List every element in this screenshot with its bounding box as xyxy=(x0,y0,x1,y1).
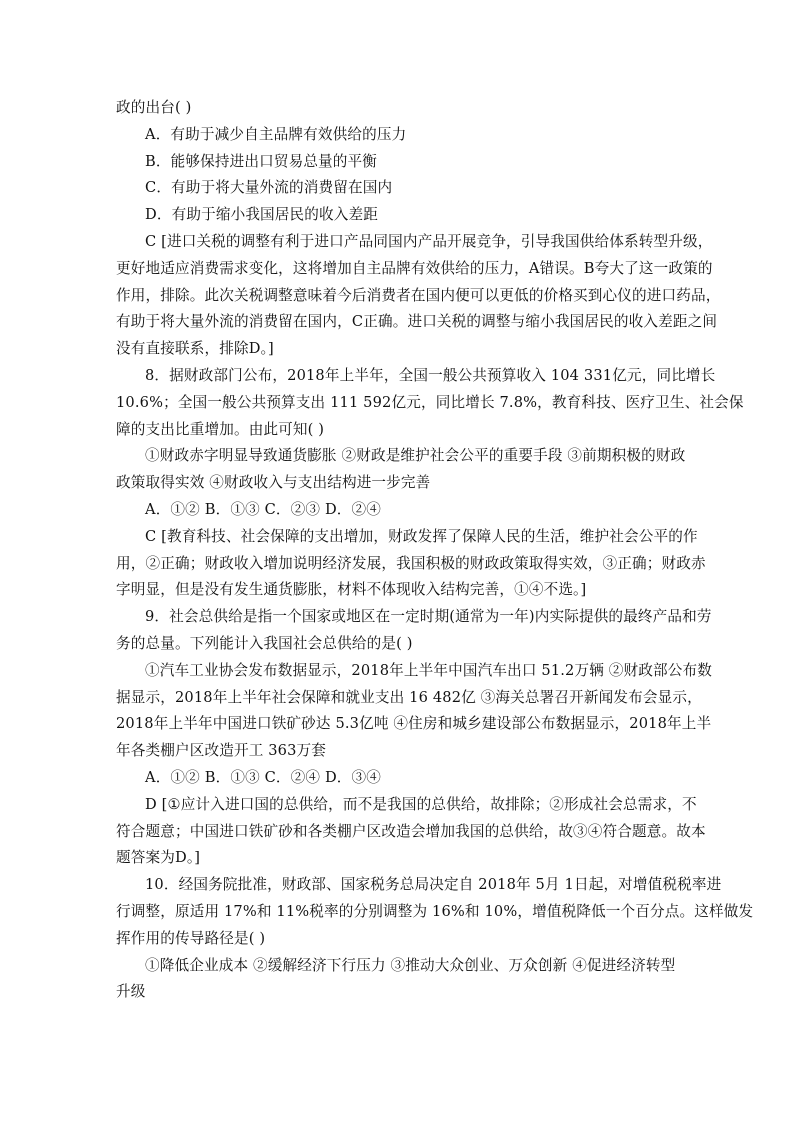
q7-stem-continuation: 政的出台( ) xyxy=(116,99,192,116)
q7-answer-line-2: 更好地适应消费需求变化，这将增加自主品牌有效供给的压力，A错误。B夸大了这一政策的 xyxy=(116,259,713,277)
q10-stem-line-2: 行调整，原适用 17%和 11%税率的分别调整为 16%和 10%，增值税降低一个百分点。这样做发 xyxy=(116,902,754,920)
q9-options: A．①② B．①③ C．②④ D．③④ xyxy=(145,768,382,786)
q8-answer-line-1: C [教育科技、社会保障的支出增加，财政发挥了保障人民的生活，维护社会公平的作 xyxy=(145,527,698,545)
q7-answer-line-1: C [进口关税的调整有利于进口产品同国内产品开展竞争，引导我国供给体系转型升级， xyxy=(145,232,713,250)
q9-stem-line-2: 务的总量。下列能计入我国社会总供给的是( ) xyxy=(116,634,413,652)
q9-statements-line-4: 年各类棚户区改造开工 363万套 xyxy=(116,742,327,760)
q7-answer-line-4: 有助于将大量外流的消费留在国内，C正确。进口关税的调整与缩小我国居民的收入差距之间 xyxy=(116,313,718,331)
q8-stem-line-1: 8．据财政部门公布，2018年上半年，全国一般公共预算收入 104 331亿元，同比增长 xyxy=(145,366,716,384)
q10-stem-line-1: 10．经国务院批准，财政部、国家税务总局决定自 2018年 5月 1日起，对增值税税率进 xyxy=(145,876,722,894)
q7-option-c: C．有助于将大量外流的消费留在国内 xyxy=(145,179,393,197)
q9-answer-line-1: D [①应计入进口国的总供给，而不是我国的总供给，故排除；②形成社会总需求，不 xyxy=(145,795,697,813)
q8-stem-line-2: 10.6%；全国一般公共预算支出 111 592亿元，同比增长 7.8%，教育科技、医疗卫生、社会保 xyxy=(116,393,744,411)
q8-statements-line-2: 政策取得实效 ④财政收入与支出结构进一步完善 xyxy=(116,474,431,492)
q8-stem-line-3: 障的支出比重增加。由此可知( ) xyxy=(116,420,325,438)
q9-statements-line-3: 2018年上半年中国进口铁矿砂达 5.3亿吨 ④住房和城乡建设部公布数据显示，2018年上半 xyxy=(116,715,712,733)
document-body xyxy=(116,95,754,1006)
q9-statements-line-2: 据显示，2018年上半年社会保障和就业支出 16 482亿 ③海关总署召开新闻发布会显示， xyxy=(116,688,702,706)
q7-answer-line-5: 没有直接联系，排除D。] xyxy=(116,340,274,358)
q10-stem-line-3: 挥作用的传导路径是( ) xyxy=(116,929,266,947)
q9-stem-line-1: 9．社会总供给是指一个国家或地区在一定时期(通常为一年)内实际提供的最终产品和劳 xyxy=(145,608,712,626)
q8-answer-line-3: 字明显，但是没有发生通货膨胀，材料不体现收入结构完善，①④不选。] xyxy=(116,581,587,599)
q8-options: A．①② B．①③ C．②③ D．②④ xyxy=(145,500,382,518)
q7-option-b: B．能够保持进出口贸易总量的平衡 xyxy=(145,152,378,170)
q7-option-a: A．有助于减少自主品牌有效供给的压力 xyxy=(145,125,407,143)
q9-answer-line-3: 题答案为D。] xyxy=(116,849,201,867)
q7-option-d: D．有助于缩小我国居民的收入差距 xyxy=(145,206,379,224)
q10-statements-line-1: ①降低企业成本 ②缓解经济下行压力 ③推动大众创业、万众创新 ④促进经济转型 xyxy=(145,956,676,974)
q8-answer-line-2: 用，②正确；财政收入增加说明经济发展，我国积极的财政政策取得实效，③正确；财政赤 xyxy=(116,554,706,572)
q8-statements-line-1: ①财政赤字明显导致通货膨胀 ②财政是维护社会公平的重要手段 ③前期积极的财政 xyxy=(145,447,686,465)
q10-statements-line-2: 升级 xyxy=(116,983,146,1001)
q7-answer-line-3: 作用，排除。此次关税调整意味着今后消费者在国内便可以更低的价格买到心仪的进口药品， xyxy=(116,286,721,304)
q9-statements-line-1: ①汽车工业协会发布数据显示，2018年上半年中国汽车出口 51.2万辆 ②财政部公布数 xyxy=(145,661,712,679)
q9-answer-line-2: 符合题意；中国进口铁矿砂和各类棚户区改造会增加我国的总供给，故③④符合题意。故本 xyxy=(116,822,706,840)
